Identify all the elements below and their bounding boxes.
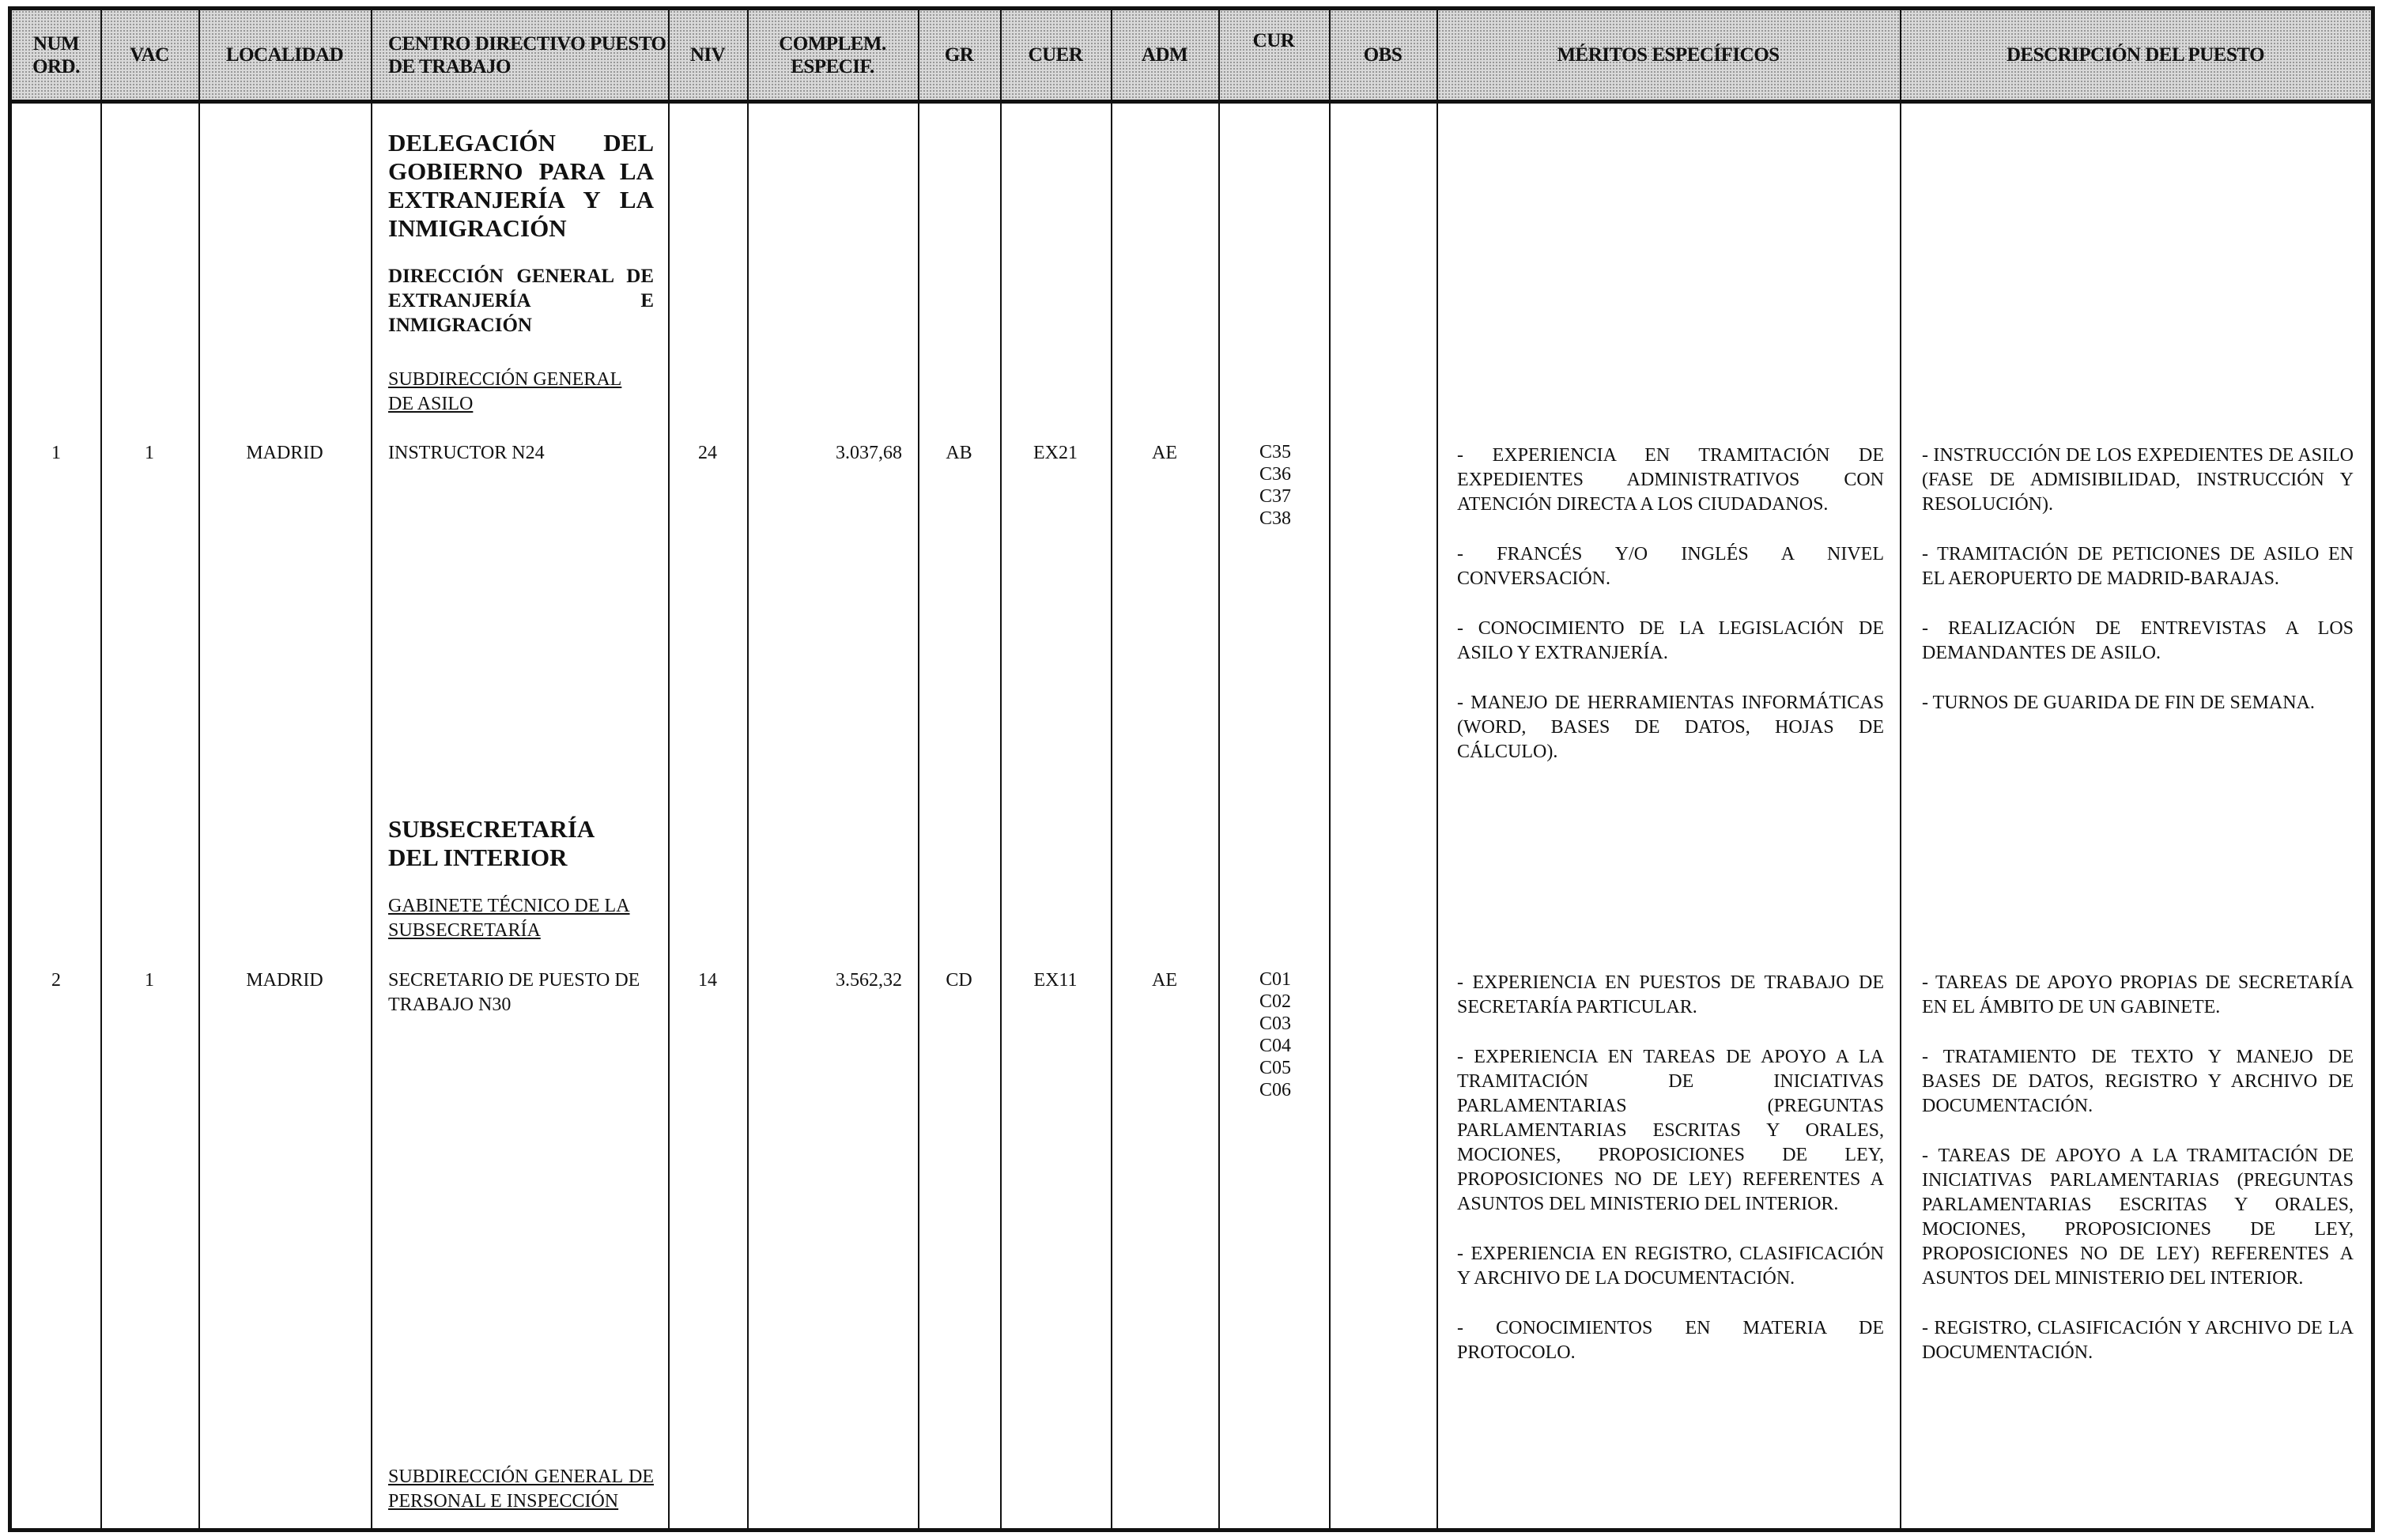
row-1-adm: AE bbox=[1152, 443, 1177, 463]
column-divider bbox=[100, 10, 102, 1528]
row-1-localidad: MADRID bbox=[246, 443, 323, 463]
row-1-descripcion bbox=[1922, 444, 2354, 741]
table-header bbox=[12, 10, 2371, 104]
row-2-gr: CD bbox=[946, 970, 972, 991]
column-divider bbox=[1000, 10, 1002, 1528]
merito-item: - EXPERIENCIA EN PUESTOS DE TRABAJO DE SECRETARÍA PARTICULAR. bbox=[1457, 972, 1884, 1017]
merito-item: - EXPERIENCIA EN TRAMITACIÓN DE EXPEDIENTES ADMINISTRATIVOS CON ATENCIÓN DIRECTA A LOS CIUDADANOS. bbox=[1457, 445, 1884, 515]
column-divider bbox=[1437, 10, 1438, 1528]
descripcion-item: - REGISTRO, CLASIFICACIÓN Y ARCHIVO DE LA DOCUMENTACIÓN. bbox=[1922, 1318, 2354, 1363]
descripcion-item: - TURNOS DE GUARIDA DE FIN DE SEMANA. bbox=[1922, 693, 2315, 713]
row-2-complem: 3.562,32 bbox=[836, 970, 902, 991]
cur-code: C02 bbox=[1259, 991, 1292, 1012]
row-2-cur-list bbox=[1259, 968, 1323, 1101]
section-delegacion: DELEGACIÓN DEL GOBIERNO PARA LA EXTRANJERÍA Y LA INMIGRACIÓN bbox=[388, 129, 654, 242]
section-subdireccion-personal: SUBDIRECCIÓN GENERAL DE PERSONAL E INSPECCIÓN bbox=[388, 1466, 654, 1512]
header-gr: GR bbox=[944, 44, 974, 66]
column-divider bbox=[1900, 10, 1901, 1528]
cur-code: C37 bbox=[1259, 486, 1292, 507]
row-1-gr: AB bbox=[946, 443, 972, 463]
cur-code: C06 bbox=[1259, 1080, 1292, 1100]
header-obs: OBS bbox=[1363, 44, 1403, 66]
header-complem: COMPLEM. ESPECIF. bbox=[779, 32, 886, 77]
section-direccion-general: DIRECCIÓN GENERAL DE EXTRANJERÍA E INMIGRACIÓN bbox=[388, 266, 654, 336]
row-2-num: 2 bbox=[51, 970, 61, 991]
row-2-descripcion bbox=[1922, 971, 2354, 1391]
row-2-meritos bbox=[1457, 971, 1884, 1391]
cur-code: C35 bbox=[1259, 442, 1292, 462]
descripcion-item: - REALIZACIÓN DE ENTREVISTAS A LOS DEMANDANTES DE ASILO. bbox=[1922, 618, 2354, 663]
row-1-cuer: EX21 bbox=[1033, 443, 1078, 463]
descripcion-item: - INSTRUCCIÓN DE LOS EXPEDIENTES DE ASILO (FASE DE ADMISIBILIDAD, INSTRUCCIÓN Y RESOLUCIÓN). bbox=[1922, 445, 2354, 515]
header-cuer: CUER bbox=[1028, 44, 1083, 66]
merito-item: - EXPERIENCIA EN TAREAS DE APOYO A LA TRAMITACIÓN DE INICIATIVAS PARLAMENTARIAS (PREGUNTAS PARLAMENTARIAS ESCRITAS Y ORALES, MOCIONES, PROPOSICIONES DE LEY, PROPOSICIONES NO DE LEY) REFERENTES A ASUNTOS DEL MINISTERIO DEL INTERIOR. bbox=[1457, 1047, 1884, 1214]
header-adm: ADM bbox=[1141, 44, 1188, 66]
descripcion-item: - TRATAMIENTO DE TEXTO Y MANEJO DE BASES DE DATOS, REGISTRO Y ARCHIVO DE DOCUMENTACIÓN. bbox=[1922, 1047, 2354, 1116]
column-divider bbox=[1218, 10, 1220, 1528]
header-niv: NIV bbox=[689, 44, 726, 66]
row-2-cuer: EX11 bbox=[1033, 970, 1078, 991]
row-2-localidad: MADRID bbox=[246, 970, 323, 991]
row-2-adm: AE bbox=[1152, 970, 1177, 991]
row-1-vac: 1 bbox=[145, 443, 154, 463]
cur-code: C01 bbox=[1259, 969, 1292, 990]
cur-code: C03 bbox=[1259, 1013, 1292, 1034]
row-1-puesto: INSTRUCTOR N24 bbox=[388, 443, 545, 463]
row-2-niv: 14 bbox=[698, 970, 717, 991]
merito-item: - EXPERIENCIA EN REGISTRO, CLASIFICACIÓN Y ARCHIVO DE LA DOCUMENTACIÓN. bbox=[1457, 1244, 1884, 1289]
cur-code: C36 bbox=[1259, 464, 1292, 485]
column-divider bbox=[668, 10, 670, 1528]
row-1-meritos bbox=[1457, 444, 1884, 790]
header-cur: CUR bbox=[1252, 30, 1295, 51]
column-divider bbox=[1111, 10, 1112, 1528]
row-1-cur-list bbox=[1259, 441, 1323, 530]
descripcion-item: - TAREAS DE APOYO A LA TRAMITACIÓN DE INICIATIVAS PARLAMENTARIAS (PREGUNTAS PARLAMENTARIAS ESCRITAS Y ORALES, MOCIONES, PROPOSICIONES DE LEY, PROPOSICIONES NO DE LEY) REFERENTES A ASUNTOS DEL MINISTERIO DEL INTERIOR. bbox=[1922, 1146, 2354, 1289]
row-2-puesto: SECRETARIO DE PUESTO DE TRABAJO N30 bbox=[388, 970, 640, 1015]
section-gabinete-tecnico: GABINETE TÉCNICO DE LA SUBSECRETARÍA bbox=[388, 896, 630, 941]
header-descripcion: DESCRIPCIÓN DEL PUESTO bbox=[2006, 44, 2265, 66]
header-num-ord: NUM ORD. bbox=[32, 32, 80, 77]
merito-item: - MANEJO DE HERRAMIENTAS INFORMÁTICAS (WORD, BASES DE DATOS, HOJAS DE CÁLCULO). bbox=[1457, 693, 1884, 762]
merito-item: - FRANCÉS Y/O INGLÉS A NIVEL CONVERSACIÓN. bbox=[1457, 544, 1884, 589]
header-centro: CENTRO DIRECTIVO PUESTO DE TRABAJO bbox=[388, 32, 666, 77]
header-localidad: LOCALIDAD bbox=[225, 44, 344, 66]
job-listing-table bbox=[8, 6, 2375, 1532]
row-1-complem: 3.037,68 bbox=[836, 443, 902, 463]
column-divider bbox=[371, 10, 372, 1528]
descripcion-item: - TAREAS DE APOYO PROPIAS DE SECRETARÍA EN EL ÁMBITO DE UN GABINETE. bbox=[1922, 972, 2354, 1017]
descripcion-item: - TRAMITACIÓN DE PETICIONES DE ASILO EN EL AEROPUERTO DE MADRID-BARAJAS. bbox=[1922, 544, 2354, 589]
row-2-vac: 1 bbox=[145, 970, 154, 991]
cur-code: C05 bbox=[1259, 1058, 1292, 1078]
column-divider bbox=[1329, 10, 1331, 1528]
column-divider bbox=[747, 10, 749, 1528]
column-divider bbox=[918, 10, 919, 1528]
column-divider bbox=[198, 10, 200, 1528]
header-meritos: MÉRITOS ESPECÍFICOS bbox=[1557, 44, 1780, 66]
cur-code: C04 bbox=[1259, 1036, 1292, 1056]
section-subdireccion-asilo: SUBDIRECCIÓN GENERAL DE ASILO bbox=[388, 369, 622, 414]
section-subsecretaria: SUBSECRETARÍA DEL INTERIOR bbox=[388, 815, 594, 871]
cur-code: C38 bbox=[1259, 508, 1292, 529]
row-1-niv: 24 bbox=[698, 443, 717, 463]
row-1-num: 1 bbox=[51, 443, 61, 463]
header-vac: VAC bbox=[130, 44, 169, 66]
merito-item: - CONOCIMIENTOS EN MATERIA DE PROTOCOLO. bbox=[1457, 1318, 1884, 1363]
merito-item: - CONOCIMIENTO DE LA LEGISLACIÓN DE ASILO Y EXTRANJERÍA. bbox=[1457, 618, 1884, 663]
